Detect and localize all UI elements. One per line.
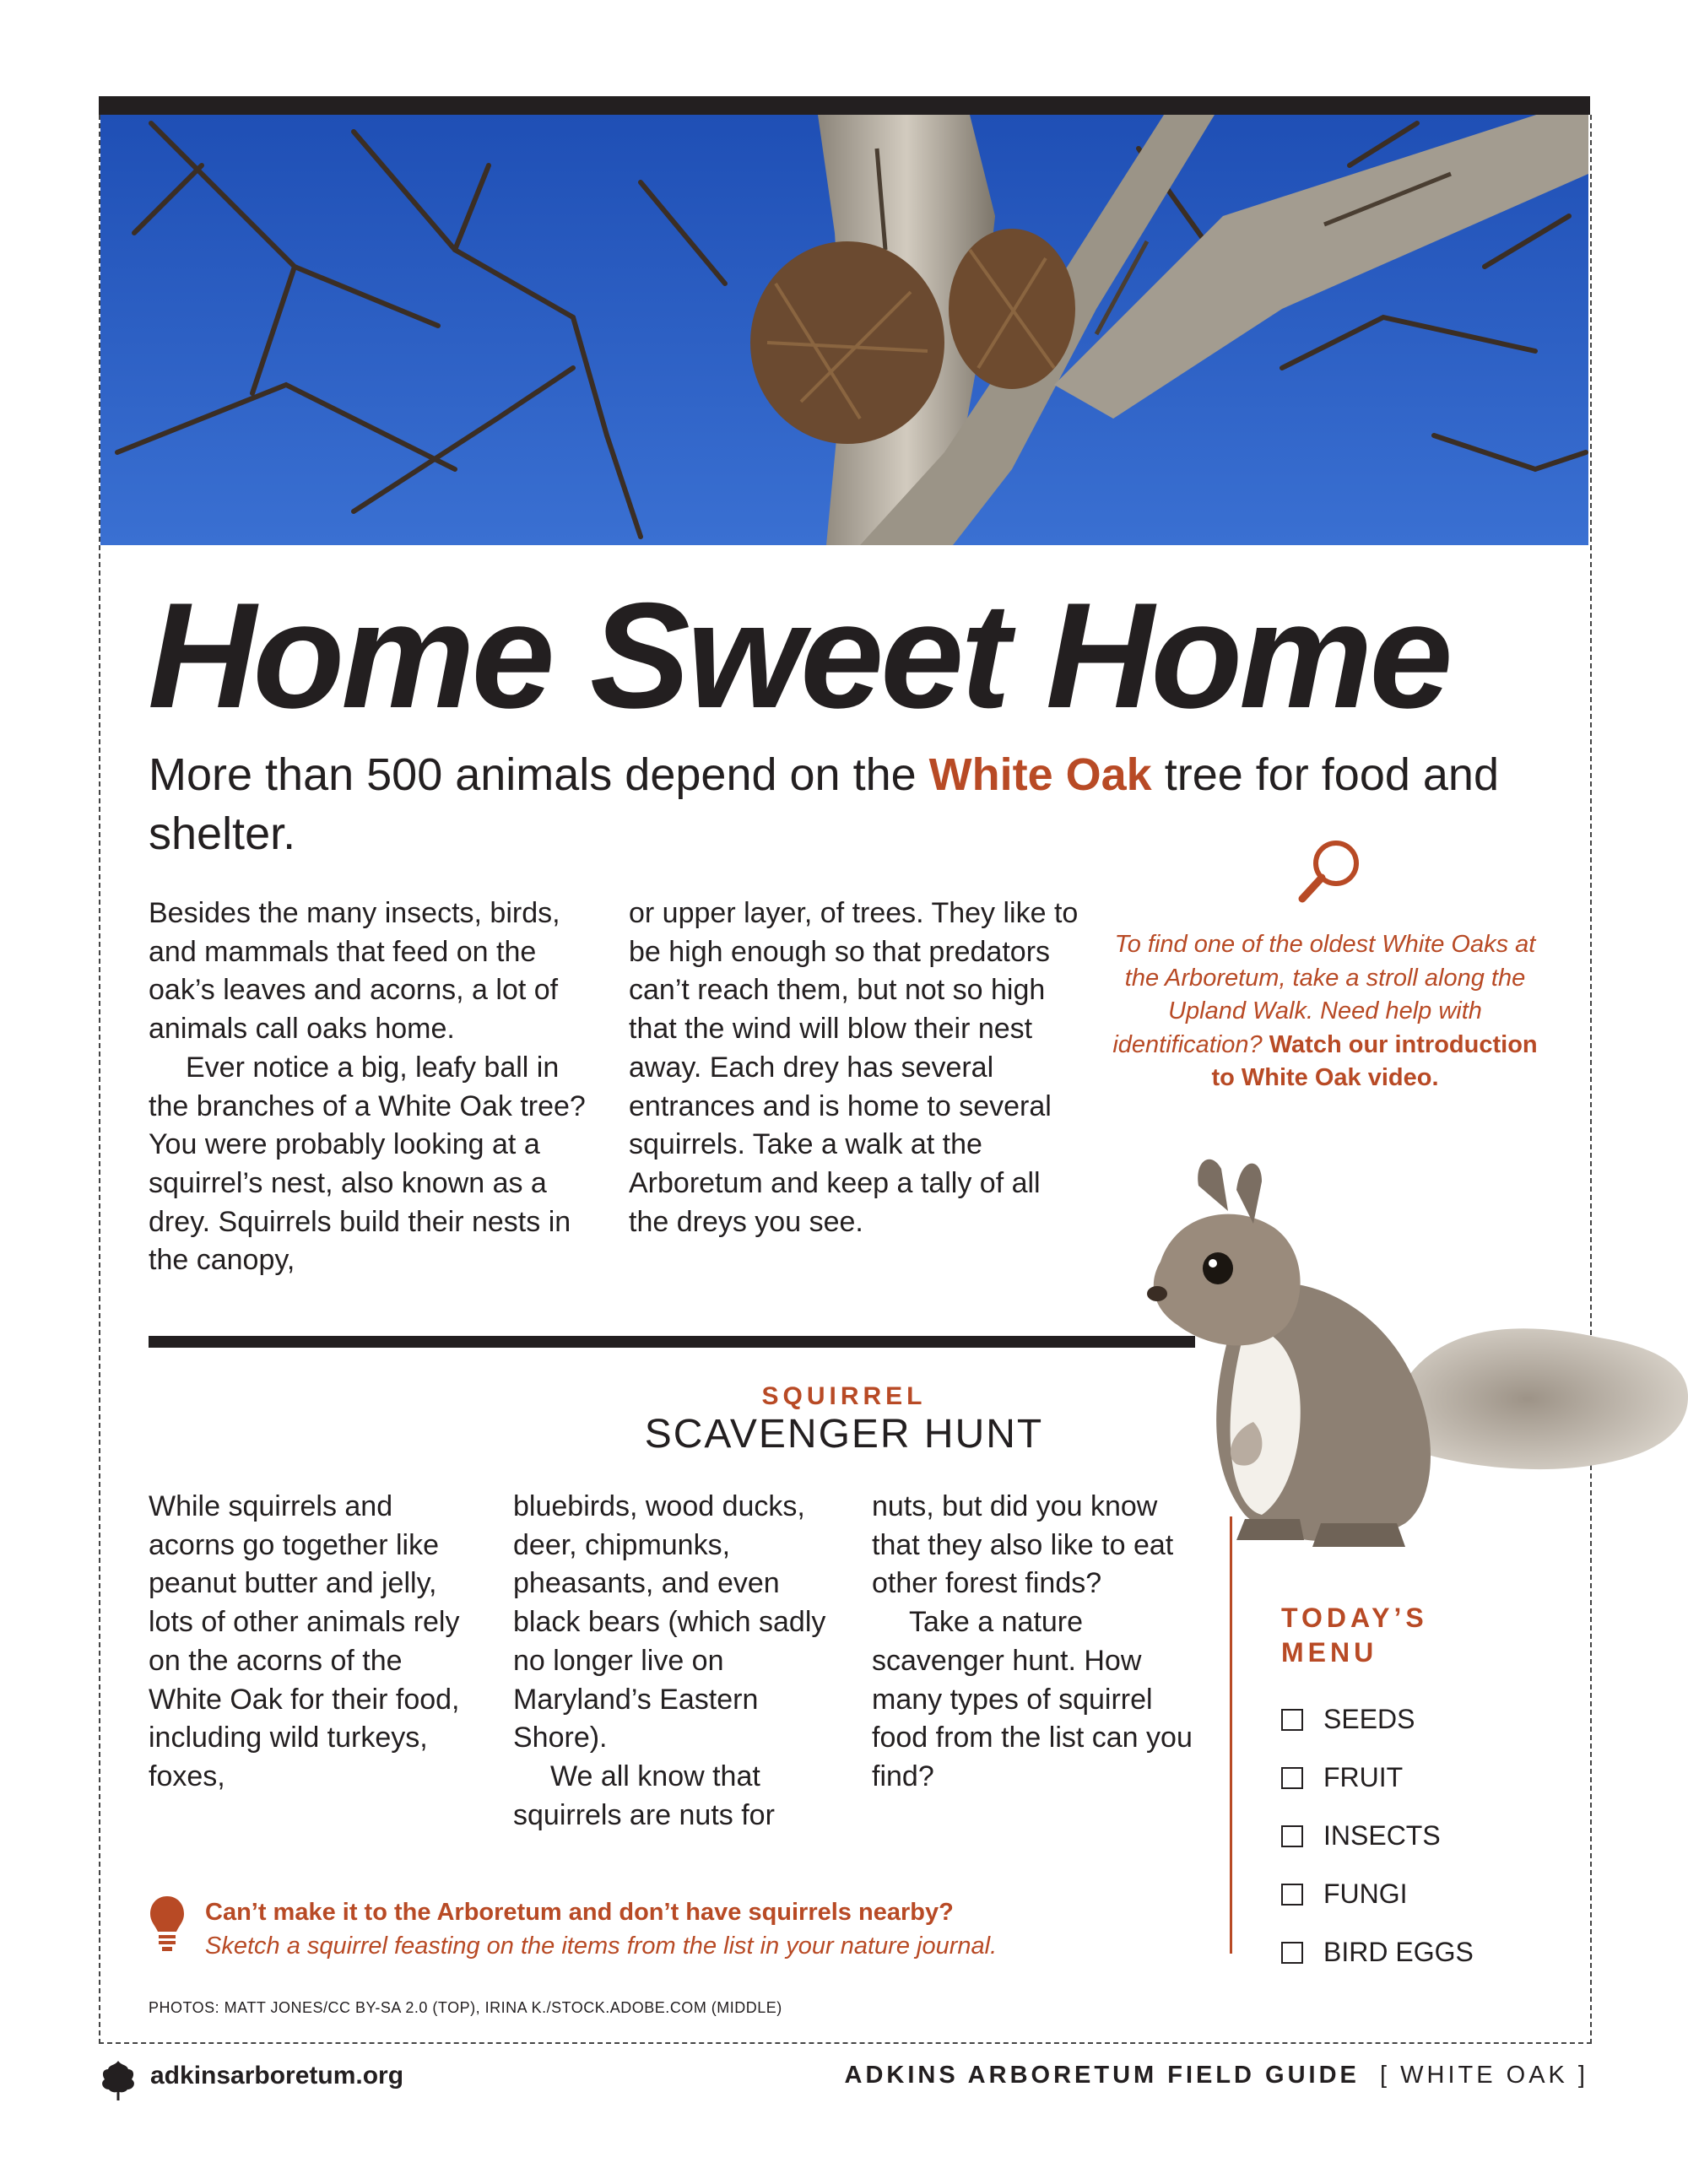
article-paragraph: Besides the many insects, birds, and mammals that feed on the oak’s leaves and acorns, a lot of animals call oaks home. xyxy=(149,897,560,1046)
menu-item-label: SEEDS xyxy=(1323,1704,1415,1734)
subtitle-text-after: tree for food and shelter. xyxy=(149,749,1499,859)
article-paragraph: Ever notice a big, leafy ball in the branches of a White Oak tree? You were probably looking at a squirrel’s nest, also known as a drey. Squirrels build their nests in the canopy, xyxy=(149,1051,586,1277)
checkbox[interactable] xyxy=(1281,1709,1303,1731)
cta-text: Sketch a squirrel feasting on the items from the list in your nature journal. xyxy=(205,1933,998,1960)
hunt-column-3 xyxy=(872,1488,1193,1797)
lightbulb-icon xyxy=(149,1895,186,1954)
menu-item-label: FRUIT xyxy=(1323,1762,1404,1792)
tip-callout xyxy=(1106,928,1545,1095)
hunt-paragraph: bluebirds, wood ducks, deer, chipmunks, pheasants, and even black bears (which sadly no longer live on Maryland’s Eastern Shore). xyxy=(513,1490,826,1754)
cta-heading: Can’t make it to the Arboretum and don’t have squirrels nearby? xyxy=(205,1899,954,1926)
menu-item-label: BIRD EGGS xyxy=(1323,1937,1474,1967)
leaf-logo-icon xyxy=(100,2059,137,2101)
menu-item-insects xyxy=(1281,1807,1551,1865)
video-link[interactable]: Watch our introduction to White Oak video. xyxy=(1211,1030,1538,1091)
hunt-column-2 xyxy=(513,1488,851,1835)
checkbox[interactable] xyxy=(1281,1942,1303,1964)
article-column-2 xyxy=(629,895,1085,1241)
hunt-paragraph: While squirrels and acorns go together like peanut butter and jelly, lots of other animals rely on the acorns of the White Oak for their food, including wild turkeys, foxes, xyxy=(149,1490,460,1792)
squirrel-photo xyxy=(1127,1143,1688,1561)
photo-credits: PHOTOS: MATT JONES/CC BY-SA 2.0 (TOP), IRINA K./STOCK.ADOBE.COM (MIDDLE) xyxy=(149,1999,782,2016)
website-link[interactable]: adkinsarboretum.org xyxy=(150,2062,404,2089)
hunt-paragraph: Take a nature scavenger hunt. How many types of squirrel food from the list can you find? xyxy=(872,1606,1193,1792)
hero-photo xyxy=(100,115,1588,545)
article-paragraph: or upper layer, of trees. They like to be high enough so that predators can’t reach them, but not so high that the wind will blow their nest away. Each drey has several entrances and is home to several squirrels. Take a walk at the Arboretum and keep a tally of all the dreys you see. xyxy=(629,897,1079,1238)
menu-item-label: FUNGI xyxy=(1323,1879,1408,1909)
subtitle-highlight: White Oak xyxy=(928,749,1152,800)
article-column-1 xyxy=(149,895,596,1280)
header-bar xyxy=(99,96,1590,115)
menu-item-fungi xyxy=(1281,1865,1551,1923)
menu-title: TODAY’S MENU xyxy=(1281,1603,1428,1668)
hunt-paragraph: We all know that squirrels are nuts for xyxy=(513,1760,775,1831)
hunt-title: SCAVENGER HUNT xyxy=(644,1412,1044,1457)
hunt-kicker: SQUIRREL xyxy=(761,1382,927,1410)
menu-item-fruit xyxy=(1281,1749,1551,1807)
menu-checklist xyxy=(1281,1690,1551,1981)
menu-item-label: INSECTS xyxy=(1323,1820,1441,1851)
menu-divider xyxy=(1230,1516,1232,1954)
checkbox[interactable] xyxy=(1281,1884,1303,1906)
checkbox[interactable] xyxy=(1281,1767,1303,1789)
magnifier-icon xyxy=(1296,838,1363,905)
hunt-paragraph: nuts, but did you know that they also like to eat other forest finds? xyxy=(872,1490,1174,1600)
guide-section: [ WHITE OAK ] xyxy=(1380,2062,1588,2089)
cta-callout xyxy=(205,1895,1184,1963)
menu-item-bird-eggs xyxy=(1281,1923,1551,1981)
section-divider xyxy=(149,1336,1195,1348)
subtitle-text-before: More than 500 animals depend on the xyxy=(149,749,929,800)
hunt-column-1 xyxy=(149,1488,469,1797)
footer-guide xyxy=(845,2062,1588,2089)
guide-title: ADKINS ARBORETUM FIELD GUIDE xyxy=(844,2062,1360,2089)
menu-item-seeds xyxy=(1281,1690,1551,1749)
checkbox[interactable] xyxy=(1281,1825,1303,1847)
tip-text: To find one of the oldest White Oaks at the Arboretum, take a stroll along the Upland Walk. Need help with identification? xyxy=(1112,931,1536,1058)
page-title: Home Sweet Home xyxy=(148,571,1450,739)
